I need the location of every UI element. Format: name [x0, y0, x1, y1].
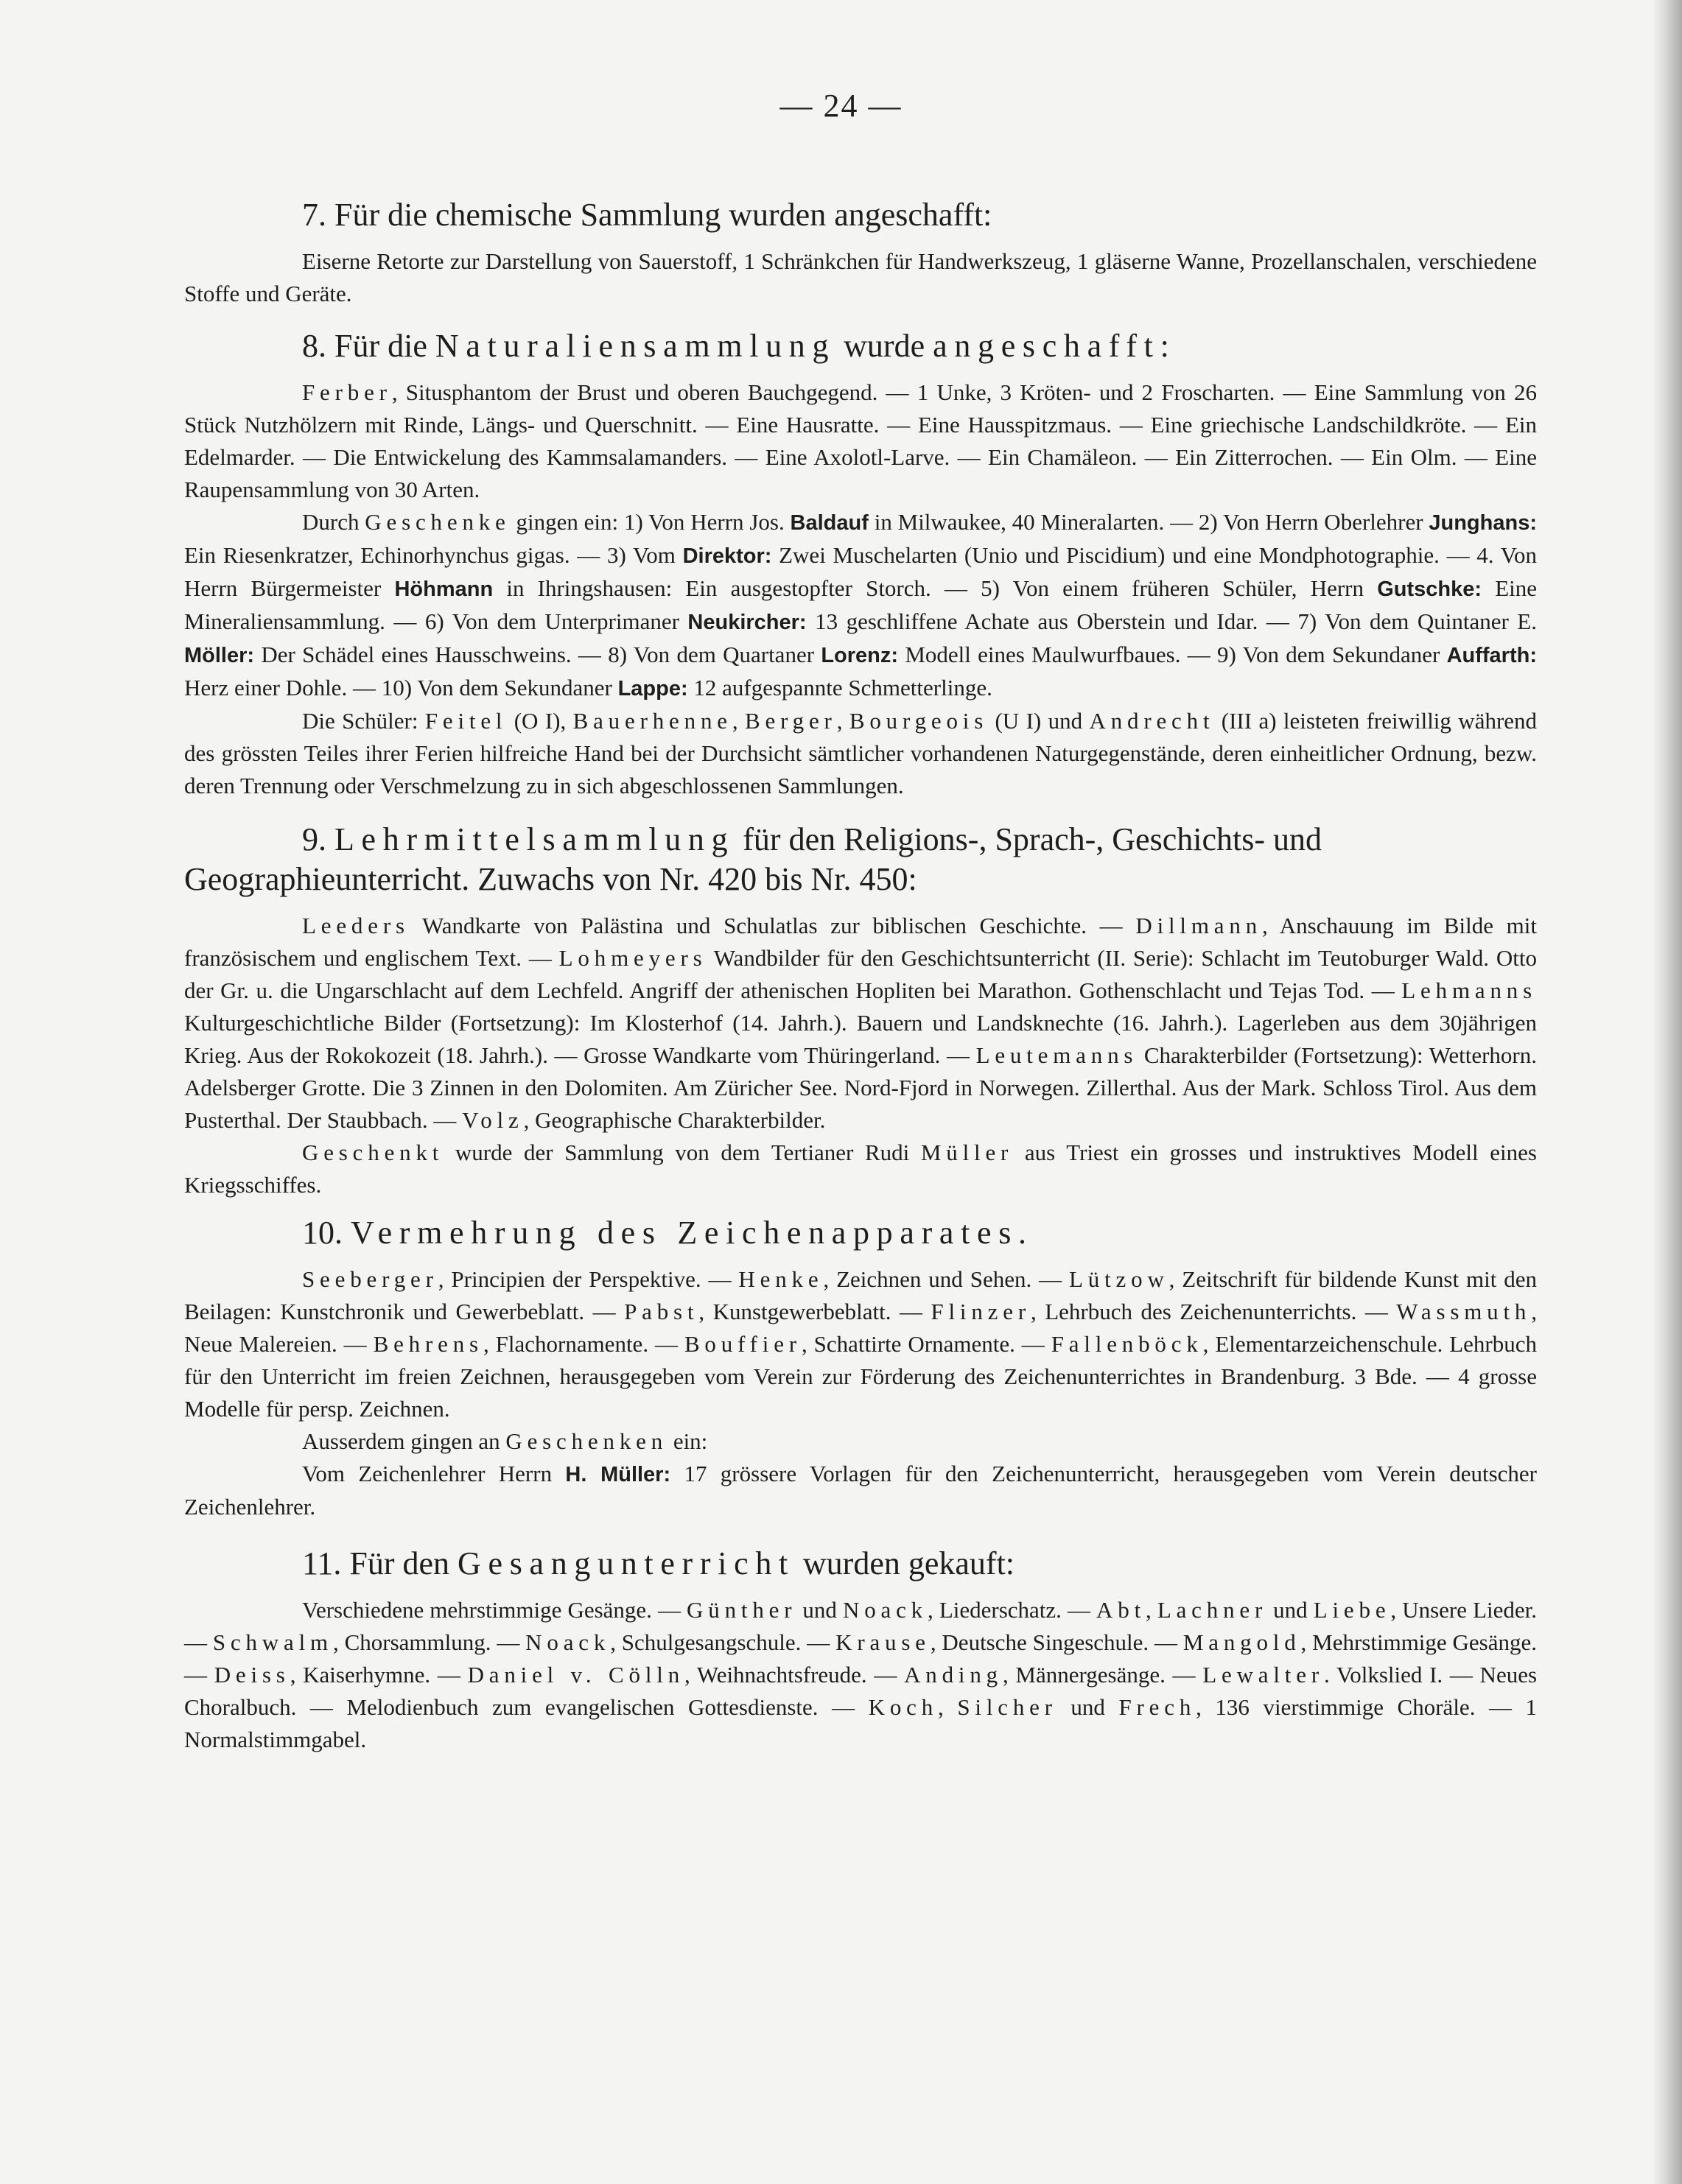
- paragraph-text: gingen ein: 1) Von Herrn Jos.: [510, 509, 791, 535]
- paragraph-text: in Ihringshausen: Ein ausgestopfter Storch. — 5) Von einem früheren Schüler, Herrn: [493, 575, 1378, 601]
- section-9-paragraph-1: [184, 910, 1537, 1137]
- spaced-name: Berger: [745, 708, 837, 734]
- spaced-name: Liebe: [1313, 1597, 1391, 1623]
- section-11: [184, 1544, 1537, 1756]
- section-8-heading: [184, 326, 1537, 366]
- donor-name: Höhmann: [394, 577, 494, 601]
- section-9: [184, 820, 1537, 1201]
- spaced-name: Lohmeyers: [558, 945, 707, 971]
- paragraph-text: und: [1267, 1597, 1314, 1623]
- heading-text: 9.: [302, 821, 334, 857]
- paragraph-text: 12 aufgespannte Schmetterlinge.: [687, 675, 992, 701]
- spaced-name: Lützow: [1069, 1266, 1169, 1292]
- paragraph-text: , Kunstgewerbeblatt. —: [698, 1299, 931, 1324]
- paragraph-text: Ein Riesenkratzer, Echinorhynchus gigas. — 3) Vom: [184, 542, 683, 568]
- heading-spaced-text: angeschafft:: [933, 328, 1177, 364]
- paragraph-text: ,: [732, 708, 745, 734]
- donor-name: Auffarth:: [1446, 644, 1537, 667]
- spaced-name: Koch: [868, 1694, 939, 1720]
- spaced-name: Henke: [738, 1266, 824, 1292]
- spaced-name: Mangold: [1182, 1629, 1301, 1655]
- donor-name: Lappe:: [617, 677, 688, 701]
- paragraph-text: Wandbilder für den Geschichtsunterricht (II. Serie): Schlacht im Teutoburger Wald. Otto der Gr. u. die Ungarschlacht auf dem Lechfeld. Angriff der athenischen Hopliten bei Marathon. Gothenschlacht und Tejas Tod. —: [184, 945, 1537, 1003]
- paragraph-text: Vom Zeichenlehrer Herrn: [302, 1461, 566, 1486]
- paragraph-text: , 136 vierstimmige Choräle. — 1 Normalstimmgabel.: [184, 1694, 1538, 1752]
- heading-text: 11. Für den: [302, 1545, 458, 1581]
- spaced-name: Günther: [687, 1597, 797, 1623]
- page-content: [184, 195, 1537, 1756]
- paragraph-text: Eine Mineraliensammlung. — 6) Von dem Unterprimaner: [184, 575, 1538, 634]
- paragraph-text: , Deutsche Singeschule. —: [930, 1629, 1183, 1655]
- paragraph-text: , Situsphantom der Brust und oberen Bauchgegend. — 1 Unke, 3 Kröten- und 2 Froscharten. — Eine Sammlung von 26 Stück Nutzhölzern mit Rinde, Längs- und Querschnitt. — Eine Hausratte. — Eine Hausspitzmaus. — Eine griechische Landschildkröte. — Ein Edelmarder. — Die Entwickelung des Kammsalamanders. — Eine Axolotl-Larve. — Ein Chamäleon. — Ein Zitterrochen. — Ein Olm. — Eine Raupensammlung von 30 Arten.: [184, 379, 1537, 502]
- paragraph-text: und: [796, 1597, 843, 1623]
- paragraph-text: , Unsere Lieder. —: [184, 1597, 1537, 1655]
- paragraph-text: , Elementarzeichenschule. Lehrbuch für den Unterricht im freien Zeichnen, herausgegeben vom Verein zur Förderung des Zeichenunterrichtes in Brandenburg. 3 Bde. — 4 grosse Modelle für persp. Zeichnen.: [184, 1331, 1538, 1422]
- spaced-name: Frech: [1118, 1694, 1196, 1720]
- paragraph-text: , Schattirte Ornamente. —: [801, 1331, 1051, 1357]
- page-gutter-shadow: [1653, 0, 1682, 2184]
- section-10: [184, 1213, 1537, 1523]
- paragraph-text: Charakterbilder (Fortsetzung): Wetterhorn. Adelsberger Grotte. Die 3 Zinnen in den Dolomiten. Am Züricher See. Nord-Fjord in Norwegen. Zillerthal. Aus der Mark. Schloss Tirol. Aus dem Pusterthal. Der Staubbach. —: [184, 1042, 1538, 1133]
- spaced-name: Feitel: [424, 708, 508, 734]
- paragraph-text: Kulturgeschichtliche Bilder (Fortsetzung): Im Klosterhof (14. Jahrh.). Bauern und Landsknechte (16. Jahrh.). Lagerleben aus dem 30jährigen Krieg. Aus der Rokokozeit (18. Jahrh.). — Grosse Wandkarte vom Thüringerland. —: [184, 1010, 1537, 1068]
- section-10-heading: [184, 1213, 1537, 1253]
- spaced-name: Silcher: [957, 1694, 1057, 1720]
- section-7-heading: 7. Für die chemische Sammlung wurden angeschafft:: [302, 197, 992, 233]
- paragraph-text: Der Schädel eines Hausschweins. — 8) Von dem Quartaner: [254, 642, 821, 667]
- donor-name: Gutschke:: [1377, 577, 1482, 601]
- spaced-word: Geschenke: [365, 509, 511, 535]
- paragraph-text: Die Schüler:: [302, 708, 425, 734]
- paragraph-text: , Flachornamente. —: [483, 1331, 684, 1357]
- heading-text: wurden gekauft:: [794, 1545, 1015, 1581]
- section-8: [184, 326, 1537, 802]
- paragraph-text: (O I),: [507, 708, 573, 734]
- paragraph-text: Ausserdem gingen an: [302, 1428, 506, 1454]
- spaced-name: Pabst: [624, 1299, 699, 1324]
- spaced-name: Noack: [525, 1629, 611, 1655]
- paragraph-text: wurde der Sammlung von dem Tertianer Rudi: [444, 1140, 921, 1165]
- paragraph-text: 13 geschliffene Achate aus Oberstein und Idar. — 7) Von dem Quintaner E.: [806, 608, 1537, 634]
- section-7-paragraph: Eiserne Retorte zur Darstellung von Sauerstoff, 1 Schränkchen für Handwerkszeug, 1 gläserne Wanne, Prozellanschalen, verschiedene Stoffe und Geräte.: [184, 248, 1537, 306]
- paragraph-text: aus Triest ein grosses und instruktives Modell eines Kriegsschiffes.: [184, 1140, 1537, 1198]
- section-11-heading: [184, 1544, 1537, 1584]
- spaced-name: Noack: [843, 1597, 928, 1623]
- spaced-name: Andrecht: [1089, 708, 1215, 734]
- paragraph-text: , Mehrstimmige Gesänge. —: [184, 1629, 1537, 1688]
- spaced-name: Leeders: [302, 913, 410, 938]
- paragraph-text: ,: [938, 1694, 958, 1720]
- section-7: [184, 195, 1537, 310]
- spaced-name: Bourgeois: [849, 708, 989, 734]
- paragraph-text: , Schulgesangschule. —: [610, 1629, 836, 1655]
- donor-name: Junghans:: [1429, 511, 1537, 535]
- paragraph-text: ein:: [667, 1428, 708, 1454]
- spaced-name: Bauerhenne: [572, 708, 732, 734]
- heading-text: für den Religions-, Sprach-, Geschichts- und Geographieunterricht. Zuwachs von Nr. 420 bis Nr. 450:: [184, 821, 1322, 897]
- section-9-heading: [184, 820, 1537, 899]
- paragraph-text: Herz einer Dohle. — 10) Von dem Sekundaner: [184, 675, 618, 701]
- page-number: — 24 —: [779, 88, 903, 124]
- spaced-name: Fallenböck: [1051, 1331, 1203, 1357]
- spaced-name: Schwalm: [212, 1629, 333, 1655]
- paragraph-text: ,: [1146, 1597, 1157, 1623]
- section-8-paragraph-3: [184, 705, 1537, 802]
- paragraph-text: in Milwaukee, 40 Mineralarten. — 2) Von Herrn Oberlehrer: [868, 509, 1429, 535]
- spaced-name: Müller: [920, 1140, 1014, 1165]
- spaced-name: Seeberger: [302, 1266, 438, 1292]
- heading-text: wurde: [835, 328, 933, 364]
- paragraph-text: 17 grössere Vorlagen für den Zeichenunterricht, herausgegeben vom Verein deutscher Zeichenlehrer.: [184, 1461, 1537, 1520]
- spaced-name: Lachner: [1157, 1597, 1268, 1623]
- paragraph-text: (III a) leisteten freiwillig während des grössten Teiles ihrer Ferien hilfreiche Hand bei der Durchsicht sämtlicher vorhandenen Naturgegenstände, deren einheitlicher Ordnung, bezw. deren Trennung oder Verschmelzung zu in sich abgeschlossenen Sammlungen.: [184, 708, 1538, 798]
- donor-name: Baldauf: [790, 511, 869, 535]
- spaced-name: Lewalter: [1202, 1662, 1324, 1688]
- paragraph-text: . Volkslied I. — Neues Choralbuch. — Melodienbuch zum evangelischen Gottesdienste. —: [184, 1662, 1538, 1720]
- spaced-name: Behrens: [373, 1331, 483, 1357]
- paragraph-text: , Principien der Perspektive. —: [438, 1266, 739, 1292]
- donor-name: Direktor:: [682, 544, 772, 568]
- section-10-paragraph-3: [184, 1458, 1537, 1523]
- paragraph-text: , Anschauung im Bilde mit französischem und englischem Text. —: [184, 913, 1537, 971]
- spaced-name: Bouffier: [684, 1331, 802, 1357]
- paragraph-text: , Geographische Charakterbilder.: [523, 1107, 826, 1133]
- donor-name: Neukircher:: [687, 611, 807, 634]
- heading-text: 8. Für die: [302, 328, 435, 364]
- spaced-word: Geschenken: [505, 1428, 668, 1454]
- paragraph-text: , Männergesänge. —: [1002, 1662, 1203, 1688]
- heading-spaced-text: Vermehrung des Zeichenapparates.: [351, 1215, 1034, 1251]
- paragraph-text: , Chorsammlung. —: [332, 1629, 526, 1655]
- section-8-paragraph-2: [184, 506, 1537, 705]
- spaced-name: Ferber: [302, 379, 392, 405]
- spaced-name: Abt: [1096, 1597, 1146, 1623]
- section-9-paragraph-2: [184, 1137, 1537, 1201]
- heading-spaced-text: Lehrmittelsammlung: [334, 821, 735, 857]
- spaced-name: Flinzer: [931, 1299, 1031, 1324]
- paragraph-text: Zwei Muschelarten (Unio und Piscidium) und eine Mondphotographie. — 4. Von Herrn Bürgermeister: [184, 542, 1537, 601]
- paragraph-text: ,: [836, 708, 849, 734]
- spaced-name: Lehmanns: [1401, 977, 1537, 1003]
- spaced-name: Daniel v. Cölln: [467, 1662, 685, 1688]
- heading-spaced-text: Gesangunterricht: [458, 1545, 795, 1581]
- donor-name: Lorenz:: [821, 644, 899, 667]
- spaced-word: Geschenkt: [302, 1140, 444, 1165]
- section-11-paragraph-1: [184, 1594, 1537, 1756]
- spaced-name: Leutemanns: [975, 1042, 1138, 1068]
- donor-name: Möller:: [184, 644, 255, 667]
- section-10-paragraph-1: [184, 1263, 1537, 1425]
- heading-spaced-text: Naturaliensammlung: [435, 328, 836, 364]
- spaced-name: Deiss: [214, 1662, 290, 1688]
- spaced-name: Wassmuth: [1396, 1299, 1532, 1324]
- heading-text: 10.: [302, 1215, 351, 1251]
- paragraph-text: , Neue Malereien. —: [184, 1299, 1537, 1357]
- paragraph-text: und: [1056, 1694, 1119, 1720]
- paragraph-text: , Zeichnen und Sehen. —: [823, 1266, 1070, 1292]
- section-8-paragraph-1: [184, 376, 1537, 506]
- paragraph-text: , Zeitschrift für bildende Kunst mit den Beilagen: Kunstchronik und Gewerbeblatt. —: [184, 1266, 1537, 1324]
- paragraph-text: , Kaiserhymne. —: [290, 1662, 468, 1688]
- paragraph-text: (U I) und: [988, 708, 1090, 734]
- section-10-paragraph-2: [184, 1425, 1537, 1458]
- paragraph-text: , Liederschatz. —: [928, 1597, 1097, 1623]
- paragraph-text: , Lehrbuch des Zeichenunterrichts. —: [1030, 1299, 1397, 1324]
- paragraph-text: , Weihnachtsfreude. —: [684, 1662, 905, 1688]
- spaced-name: Anding: [904, 1662, 1003, 1688]
- paragraph-text: Wandkarte von Palästina und Schulatlas zur biblischen Geschichte. —: [409, 913, 1136, 938]
- spaced-name: Volz: [462, 1107, 524, 1133]
- spaced-name: Dillmann: [1135, 913, 1263, 938]
- paragraph-text: Modell eines Maulwurfbaues. — 9) Von dem Sekundaner: [898, 642, 1447, 667]
- paragraph-text: Verschiedene mehrstimmige Gesänge. —: [302, 1597, 687, 1623]
- donor-name: H. Müller:: [565, 1463, 671, 1486]
- paragraph-text: Durch: [302, 509, 365, 535]
- spaced-name: Krause: [835, 1629, 931, 1655]
